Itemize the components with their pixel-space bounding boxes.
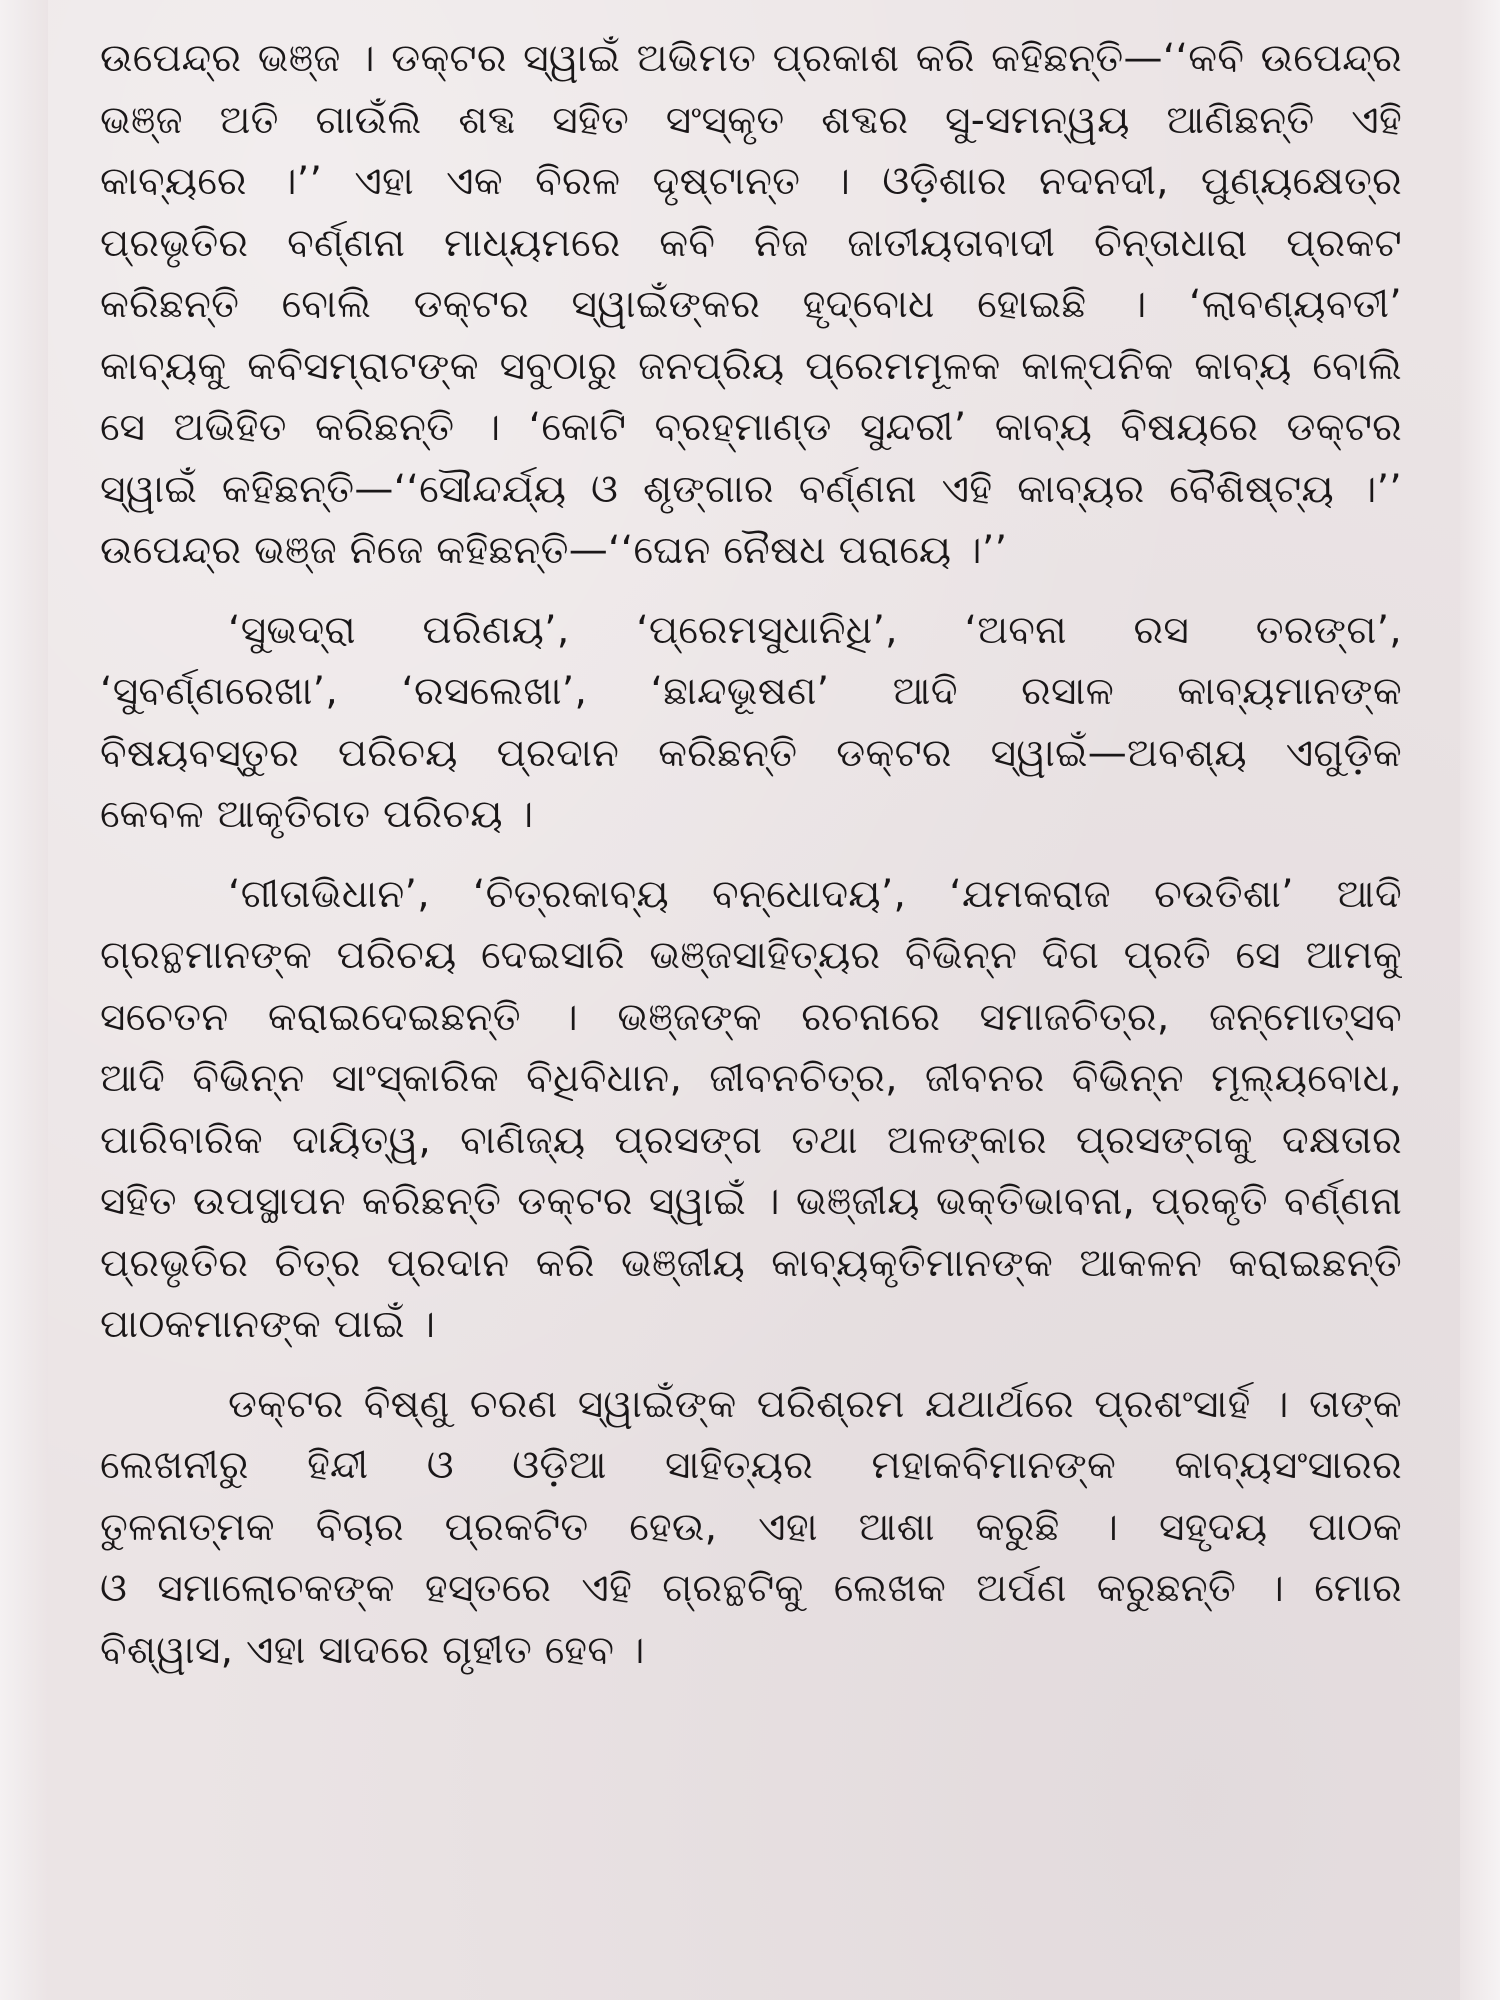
text-line: ଗ୍ରନ୍ଥମାନଙ୍କ ପରିଚୟ ଦେଇସାରି ଭଞ୍ଜସାହିତ୍ୟର ବିଭିନ୍ନ ଦିଗ ପ୍ରତି ସେ ଆମକୁ: [100, 933, 1402, 978]
text-line: ପାରିବାରିକ ଦାୟିତ୍ୱ, ବାଣିଜ୍ୟ ପ୍ରସଙ୍ଗ ତଥା ଅଳଙ୍କାର ପ୍ରସଙ୍ଗକୁ ଦକ୍ଷତାର: [100, 1117, 1402, 1163]
text-line: ଭଞ୍ଜ ଅତି ଗାଉଁଲି ଶବ୍ଦ ସହିତ ସଂସ୍କୃତ ଶବ୍ଦର ସୁ-ସମନ୍ୱୟ ଆଣିଛନ୍ତି ଏହି: [100, 97, 1402, 143]
text-line: ଓ ସମାଲୋଚକଙ୍କ ହସ୍ତରେ ଏହି ଗ୍ରନ୍ଥଟିକୁ ଲେଖକ ଅର୍ପଣ କରୁଛନ୍ତି । ମୋର: [100, 1566, 1402, 1611]
text-line: ସେ ଅଭିହିତ କରିଛନ୍ତି । ‘କୋଟି ବ୍ରହ୍ମାଣ୍ଡ ସୁନ୍ଦରୀ’ କାବ୍ୟ ବିଷୟରେ ଡକ୍ଟର: [100, 405, 1402, 450]
text-line: ସହିତ ଉପସ୍ଥାପନ କରିଛନ୍ତି ଡକ୍ଟର ସ୍ୱାଇଁ । ଭଞ୍ଜୀୟ ଭକ୍ତିଭାବନା, ପ୍ରକୃତି ବର୍ଣ୍ଣନା: [100, 1179, 1402, 1224]
body-text: [100, 28, 1402, 1681]
text-line: କରିଛନ୍ତି ବୋଲି ଡକ୍ଟର ସ୍ୱାଇଁଙ୍କର ହୃଦ୍‌ବୋଧ ହୋଇଛି । ‘ଲାବଣ୍ୟବତୀ’: [100, 282, 1402, 327]
text-line: ପ୍ରଭୃତିର ଚିତ୍ର ପ୍ରଦାନ କରି ଭଞ୍ଜୀୟ କାବ୍ୟକୃତିମାନଙ୍କ ଆକଳନ କରାଇଛନ୍ତି: [100, 1240, 1402, 1286]
paragraph: [100, 864, 1402, 1356]
text-line: ଉପେନ୍ଦ୍ର ଭଞ୍ଜ ନିଜେ କହିଛନ୍ତି—‘‘ଘେନ ନୈଷଧ ପରାୟେ ।’’: [100, 528, 1008, 573]
text-line: ବିଷୟବସ୍ତୁର ପରିଚୟ ପ୍ରଦାନ କରିଛନ୍ତି ଡକ୍ଟର ସ୍ୱାଇଁ—ଅବଶ୍ୟ ଏଗୁଡ଼ିକ: [100, 730, 1402, 776]
paragraph: [100, 600, 1402, 846]
paragraph: [100, 28, 1402, 582]
text-line: କେବଳ ଆକୃତିଗତ ପରିଚୟ ।: [100, 792, 534, 837]
left-page-margin: [0, 0, 48, 2000]
text-line: ‘ସୁଭଦ୍ରା ପରିଣୟ’, ‘ପ୍ରେମସୁଧାନିଧି’, ‘ଅବନା ରସ ତରଙ୍ଗ’,: [228, 607, 1402, 653]
text-line: ବିଶ୍ୱାସ, ଏହା ସାଦରେ ଗୃହୀତ ହେବ ।: [100, 1627, 645, 1673]
paragraph: [100, 1374, 1402, 1682]
right-page-margin: [1460, 0, 1500, 2000]
text-line: ସଚେତନ କରାଇଦେଇଛନ୍ତି । ଭଞ୍ଜଙ୍କ ରଚନାରେ ସମାଜଚିତ୍ର, ଜନ୍ମୋତ୍ସବ: [100, 994, 1402, 1040]
text-line: ଡକ୍ଟର ବିଷ୍ଣୁ ଚରଣ ସ୍ୱାଇଁଙ୍କ ପରିଶ୍ରମ ଯଥାର୍ଥରେ ପ୍ରଶଂସାର୍ହ । ତାଙ୍କ: [228, 1381, 1402, 1427]
text-line: ପାଠକମାନଙ୍କ ପାଇଁ ।: [100, 1302, 436, 1347]
text-line: ପ୍ରଭୃତିର ବର୍ଣ୍ଣନା ମାଧ୍ୟମରେ କବି ନିଜ ଜାତୀୟତାବାଦୀ ଚିନ୍ତାଧାରା ପ୍ରକଟ: [100, 220, 1402, 266]
text-line: ‘ଗୀତାଭିଧାନ’, ‘ଚିତ୍ରକାବ୍ୟ ବନ୍ଧୋଦୟ’, ‘ଯମକରାଜ ଚଉତିଶା’ ଆଦି: [228, 871, 1402, 917]
text-line: କାବ୍ୟକୁ କବିସମ୍ରାଟଙ୍କ ସବୁଠାରୁ ଜନପ୍ରିୟ ପ୍ରେମମୂଳକ କାଳ୍ପନିକ କାବ୍ୟ ବୋଲି: [100, 343, 1402, 389]
text-line: ଉପେନ୍ଦ୍ର ଭଞ୍ଜ । ଡକ୍ଟର ସ୍ୱାଇଁ ଅଭିମତ ପ୍ରକାଶ କରି କହିଛନ୍ତି—‘‘କବି ଉପେନ୍ଦ୍ର: [100, 36, 1402, 81]
text-line: କାବ୍ୟରେ ।’’ ଏହା ଏକ ବିରଳ ଦୃଷ୍ଟାନ୍ତ । ଓଡ଼ିଶାର ନଦନଦୀ, ପୁଣ୍ୟକ୍ଷେତ୍ର: [100, 159, 1402, 204]
text-line: ସ୍ୱାଇଁ କହିଛନ୍ତି—‘‘ସୌନ୍ଦର୍ଯ୍ୟ ଓ ଶୃଙ୍ଗାର ବର୍ଣ୍ଣନା ଏହି କାବ୍ୟର ବୈଶିଷ୍ଟ୍ୟ ।’’: [100, 466, 1402, 512]
text-line: ଆଦି ବିଭିନ୍ନ ସାଂସ୍କାରିକ ବିଧିବିଧାନ, ଜୀବନଚିତ୍ର, ଜୀବନର ବିଭିନ୍ନ ମୂଲ୍ୟବୋଧ,: [100, 1056, 1402, 1101]
text-line: ଲେଖନୀରୁ ହିନ୍ଦୀ ଓ ଓଡ଼ିଆ ସାହିତ୍ୟର ମହାକବିମାନଙ୍କ କାବ୍ୟସଂସାରର: [100, 1443, 1402, 1488]
text-line: ‘ସୁବର୍ଣ୍ଣରେଖା’, ‘ରସଲେଖା’, ‘ଛାନ୍ଦଭୂଷଣ’ ଆଦି ରସାଳ କାବ୍ୟମାନଙ୍କ: [100, 669, 1402, 714]
text-line: ତୁଳନାତ୍ମକ ବିଚାର ପ୍ରକଟିତ ହେଉ, ଏହା ଆଶା କରୁଛି । ସହୃଦୟ ପାଠକ: [100, 1504, 1402, 1550]
